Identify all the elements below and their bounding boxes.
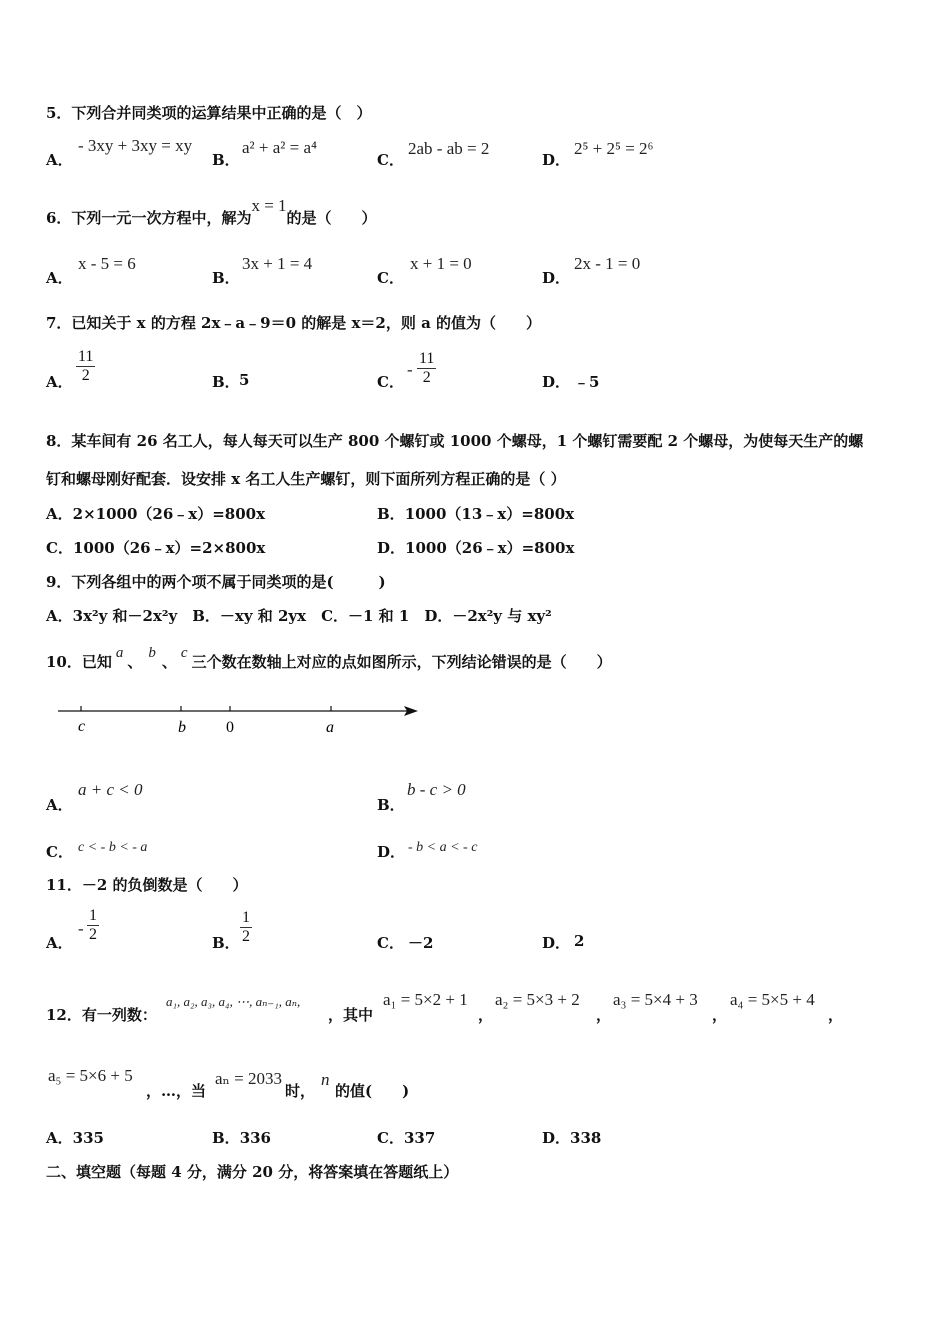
q12-stem-prefix: 12．有一列数： [46, 1006, 157, 1024]
q12-var-n: n [321, 1070, 330, 1089]
q11-stem: 11．－2 的负倒数是（ ） [46, 876, 248, 894]
q12-option-d-label: D． [542, 1129, 571, 1147]
q5-option-c-label: C． [377, 151, 404, 169]
q12-option-c-label: C． [377, 1129, 404, 1147]
q11-option-d-label: D． [542, 934, 571, 952]
q10-option-d-label: D． [377, 843, 406, 861]
q7-option-c-label: C． [377, 373, 404, 391]
q11-option-b-label: B． [212, 934, 240, 952]
q12-option-c-value: 337 [403, 1129, 436, 1147]
q10-option-c-expr: c < - b < - a [78, 840, 148, 855]
q10-option-d-expr: - b < a < - c [408, 840, 478, 855]
q5-option-b-label: B． [212, 151, 240, 169]
q12-comma-1: ， [478, 1006, 494, 1024]
q7-option-a-denominator: 2 [76, 366, 95, 385]
axis-label-a: a [326, 719, 334, 736]
q11-option-a-numerator: 1 [89, 907, 97, 924]
q5-option-d-expr: 2⁵ + 2⁵ = 2⁶ [574, 139, 654, 158]
q6-option-d-expr: 2x - 1 = 0 [574, 254, 641, 273]
q10-stem-prefix: 10．已知 [46, 653, 112, 671]
q5-option-d-label: D． [542, 151, 571, 169]
q12-option-d-value: 338 [570, 1129, 602, 1147]
q8-stem-line2: 钉和螺母刚好配套．设安排 x 名工人生产螺钉，则下面所列方程正确的是（ ） [46, 470, 566, 488]
q8-option-b-label: B． [377, 505, 405, 523]
q6-option-d-label: D． [542, 269, 571, 287]
q7-option-c-numerator: 11 [419, 350, 435, 367]
q6-option-b-label: B． [212, 269, 240, 287]
q6-option-a-expr: x - 5 = 6 [78, 254, 136, 273]
q10-var-a: a [115, 645, 124, 661]
q5-option-a-expr: - 3xy + 3xy = xy [78, 136, 193, 155]
q8-option-b-text: 1000（13﹣x）=800x [404, 505, 575, 523]
q10-option-b-expr: b - c > 0 [407, 780, 466, 799]
q11-option-b-fraction [240, 909, 252, 946]
q11-option-c-label: C． [377, 934, 404, 952]
q12-comma-4: ， [828, 1006, 844, 1024]
q8-option-d-label: D． [377, 539, 406, 557]
q7-option-c-fraction [417, 350, 436, 387]
q12-mid: ，…，当 [146, 1082, 207, 1100]
q10-option-c-label: C． [46, 843, 73, 861]
q10-options-row1 [46, 780, 926, 820]
number-line [50, 696, 430, 742]
q12-comma-2: ， [596, 1006, 612, 1024]
q11-option-a-sign: - [78, 919, 84, 938]
q7-options [46, 348, 926, 391]
q12-expr-a2: a₂ = 5×3 + 2 [495, 990, 580, 1009]
q12-expr-an: aₙ = 2033 [215, 1069, 282, 1088]
q10-sep-2: 、 [161, 653, 177, 671]
q10-option-a-label: A． [46, 796, 73, 814]
axis-label-c: c [78, 718, 86, 735]
q8-option-c [46, 537, 265, 558]
q12-tail: 的值( ) [335, 1082, 410, 1100]
q11-option-c-value: －2 [408, 934, 434, 952]
q6-option-c-label: C． [377, 269, 404, 287]
axis-label-b: b [178, 719, 186, 736]
q6-stem-math: x = 1 [251, 196, 287, 215]
q12-option-c [377, 1127, 435, 1148]
q7-stem: 7．已知关于 x 的方程 2x﹣a﹣9＝0 的解是 x＝2，则 a 的值为（ ） [46, 314, 542, 332]
q8-option-c-text: 1000（26﹣x）=2×800x [72, 539, 266, 557]
q11-option-a-label: A． [46, 934, 73, 952]
q7-option-d-label: D． [542, 373, 571, 391]
q12-option-b-label: B． [212, 1129, 240, 1147]
q12-sequence: a₁, a₂, a₃, a₄, ⋯, aₙ₋₁, aₙ, [166, 994, 301, 1009]
q7-option-d-value: ﹣5 [574, 373, 600, 391]
q5-option-c-expr: 2ab - ab = 2 [408, 139, 490, 158]
q6-option-b-expr: 3x + 1 = 4 [242, 254, 313, 273]
q11-option-a-fraction [87, 907, 99, 944]
q8-option-d-text: 1000（26﹣x）=800x [405, 539, 575, 557]
q7-option-b-label: B． [212, 373, 240, 391]
q12-comma-3: ， [712, 1006, 728, 1024]
q8-option-c-label: C． [46, 539, 73, 557]
section-2-heading: 二、填空题（每题 4 分，满分 20 分，将答案填在答题纸上） [46, 1163, 459, 1181]
q12-stem-qizhong: ，其中 [328, 1006, 374, 1024]
q10-sep-1: 、 [127, 653, 143, 671]
q7-option-c-denominator: 2 [417, 368, 436, 387]
q12-expr-a5: a₅ = 5×6 + 5 [48, 1066, 133, 1085]
q11-option-b-numerator: 1 [242, 909, 250, 926]
q9-stem: 9．下列各组中的两个项不属于同类项的是( ) [46, 573, 386, 591]
q7-option-a-label: A． [46, 373, 73, 391]
q12-option-b [212, 1127, 271, 1148]
q7-option-c-sign: - [407, 360, 413, 379]
q8-option-a-label: A． [46, 505, 73, 523]
q10-var-c: c [180, 645, 188, 661]
q9-options: A．3x²y 和－2x²y B．－xy 和 2yx C．－1 和 1 D．－2x²y 与 xy² [46, 607, 552, 625]
q10-var-b: b [148, 645, 156, 661]
q6-options [46, 255, 926, 295]
q12-option-a-label: A． [46, 1129, 73, 1147]
q7-option-a-numerator: 11 [78, 348, 94, 365]
q5-stem: 5．下列合并同类项的运算结果中正确的是（ ） [46, 104, 372, 122]
q12-expr-a3: a₃ = 5×4 + 3 [613, 990, 698, 1009]
q12-option-d [542, 1127, 601, 1148]
q10-option-b-label: B． [377, 796, 405, 814]
q11-option-b-denominator: 2 [242, 928, 250, 945]
q12-expr-a4: a₄ = 5×5 + 4 [730, 990, 815, 1009]
q7-option-a-fraction [76, 348, 95, 385]
q12-option-a [46, 1127, 104, 1148]
q5-options [46, 138, 926, 178]
q8-option-b [377, 503, 574, 524]
q6-option-a-label: A． [46, 269, 73, 287]
q10-options-row2 [46, 839, 926, 879]
q6-stem-suffix: 的是（ ） [286, 209, 377, 227]
q6-stem [46, 196, 377, 228]
q7-option-b-value: 5 [239, 371, 250, 389]
axis-label-zero: 0 [226, 719, 234, 736]
q10-option-a-expr: a + c < 0 [78, 780, 143, 799]
q6-stem-prefix: 6．下列一元一次方程中，解为 [46, 209, 252, 227]
q8-stem-line1: 8．某车间有 26 名工人，每人每天可以生产 800 个螺钉或 1000 个螺母，1 个螺钉需要配 2 个螺母，为使每天生产的螺 [46, 432, 864, 450]
q8-option-a-text: 2×1000（26﹣x）=800x [72, 505, 266, 523]
q10-stem-suffix: 三个数在数轴上对应的点如图所示，下列结论错误的是（ ） [191, 653, 612, 671]
q12-expr-a1: a₁ = 5×2 + 1 [383, 990, 468, 1009]
q11-options [46, 907, 926, 952]
q11-option-d-value: 2 [574, 932, 585, 950]
q10-stem [46, 645, 612, 672]
q12-option-a-value: 335 [72, 1129, 104, 1147]
q12-option-b-value: 336 [239, 1129, 271, 1147]
q5-option-a-label: A． [46, 151, 73, 169]
q11-option-a-denominator: 2 [89, 926, 97, 943]
q8-option-d [377, 537, 574, 558]
q12-shi: 时， [285, 1082, 316, 1100]
q6-option-c-expr: x + 1 = 0 [410, 254, 472, 273]
q5-option-b-expr: a² + a² = a⁴ [242, 138, 317, 157]
q8-option-a [46, 503, 265, 524]
